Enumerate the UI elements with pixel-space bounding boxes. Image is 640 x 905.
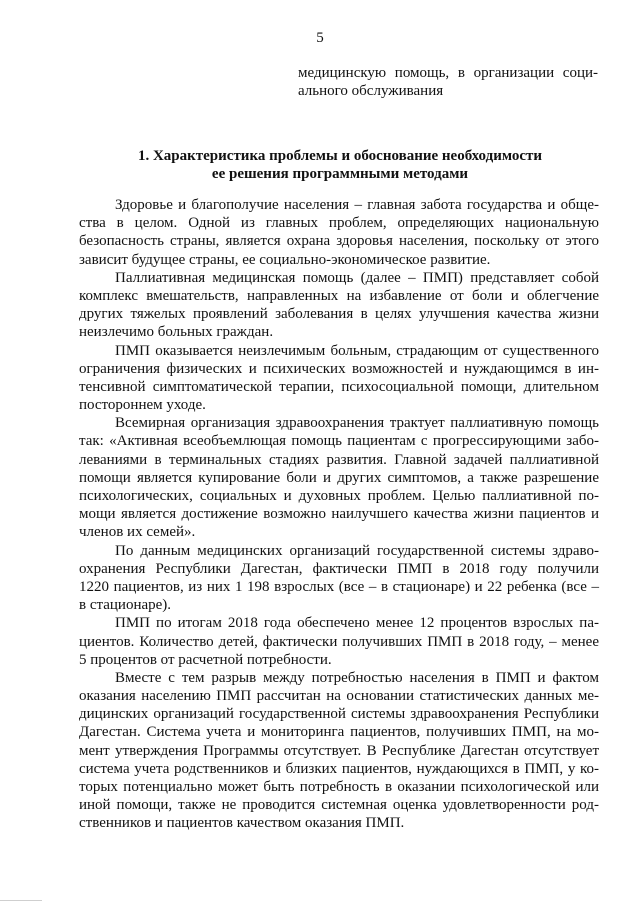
paragraph-line: ПМП оказывается неизлечимым больным, страдающим от существенного [115,342,599,359]
paragraph-line: 5 процентов от расчетной потребности. [79,651,332,668]
paragraph-line: дицинских организаций государственной системы здравоохранения Республики [79,706,599,723]
paragraph-line: торых потенциально может быть потребность в оказании психологической или [79,779,599,795]
paragraph-line: система учета родственников и близких пациентов, нуждающихся в ПМП, у ко- [79,760,599,777]
paragraph-line: ограничения физических и психических возможностей и нуждающимся в ин- [79,360,599,377]
paragraph [79,542,599,615]
paragraph-line: мощи является достижение возможно наилучшего качества жизни пациентов и [79,506,599,523]
paragraph [79,269,599,342]
paragraph-line: членов их семей». [79,524,196,541]
paragraph-line: постороннем уходе. [79,397,206,414]
paragraph-line: психологических, социальных и духовных проблем. Целью паллиативной по- [79,488,599,504]
paragraph-line: Паллиативная медицинская помощь (далее – ПМП) представляет собой [115,269,599,286]
continuation-line: ального обслуживания [298,83,444,100]
paragraph-line: циентов. Количество детей, фактически получивших ПМП в 2018 году, – менее [79,633,599,650]
paragraph-line: неизлечимо больных граждан. [79,324,274,341]
paragraph [79,614,599,669]
paragraph-line: тенсивной симптоматической терапии, психосоциальной помощи, длительном [79,378,599,395]
section-title-line: 1. Характеристика проблемы и обоснование необходимости [137,148,543,164]
paragraph-line: мент утверждения Программы отсутствует. В Республике Дагестан отсутствует [79,742,599,759]
continuation-line: медицинскую помощь, в организации соци- [298,65,598,81]
paragraph [79,669,599,833]
section-title-line: ее решения программными методами [211,166,469,183]
paragraph-line: в стационаре). [79,597,172,614]
paragraph-line: ственников и пациентов качеством оказания ПМП. [79,815,405,832]
paragraph-line: помощи является купирование боли и других симптомов, а также разрешение [79,469,599,486]
paragraph-line: Дагестан. Система учета и мониторинга пациентов, получивших ПМП, на мо- [79,724,599,741]
page-number: 5 [316,30,324,46]
paragraph-line: ства в целом. Одной из главных проблем, определяющих национальную [79,215,599,232]
paragraph-line: 1220 пациентов, из них 1 198 взрослых (все – в стационаре) и 22 ребенка (все – [79,578,599,595]
paragraph-line: комплекс вмешательств, направленных на избавление от боли и облегчение [79,287,599,304]
paragraph-line: безопасность страны, является охрана здоровья населения, поскольку от этого [79,233,599,250]
paragraph-line: других тяжелых проявлений заболевания в целях улучшения качества жизни [79,306,599,323]
paragraph [79,414,599,541]
paragraph-line: так: «Активная всеобъемлющая помощь пациентам с прогрессирующими забо- [79,433,599,450]
scan-edge-line [0,900,42,901]
paragraph [79,196,599,269]
continuation-text [298,64,598,100]
paragraph-line: охранения Республики Дагестан, фактически ПМП в 2018 году получили [79,560,599,577]
paragraph-line: По данным медицинских организаций государственной системы здраво- [115,542,599,559]
paragraph-line: иной помощи, также не проводится системная оценка удовлетворенности род- [79,797,599,814]
paragraph-line: ПМП по итогам 2018 года обеспечено менее 12 процентов взрослых па- [115,615,599,632]
paragraph-line: зависит будущее страны, ее социально-экономическое развитие. [79,251,491,268]
section-title [80,147,600,183]
paragraph-line: оказания населению ПМП рассчитан на основании статистических данных ме- [79,688,599,705]
paragraph [79,342,599,415]
body-text [79,196,599,833]
paragraph-line: Вместе с тем разрыв между потребностью населения в ПМП и фактом [115,669,599,686]
paragraph-line: Здоровье и благополучие населения – главная забота государства и обще- [115,197,599,213]
paragraph-line: Всемирная организация здравоохранения трактует паллиативную помощь [115,415,599,432]
paragraph-line: леваниями в терминальных стадиях развития. Главной задачей паллиативной [79,451,599,468]
